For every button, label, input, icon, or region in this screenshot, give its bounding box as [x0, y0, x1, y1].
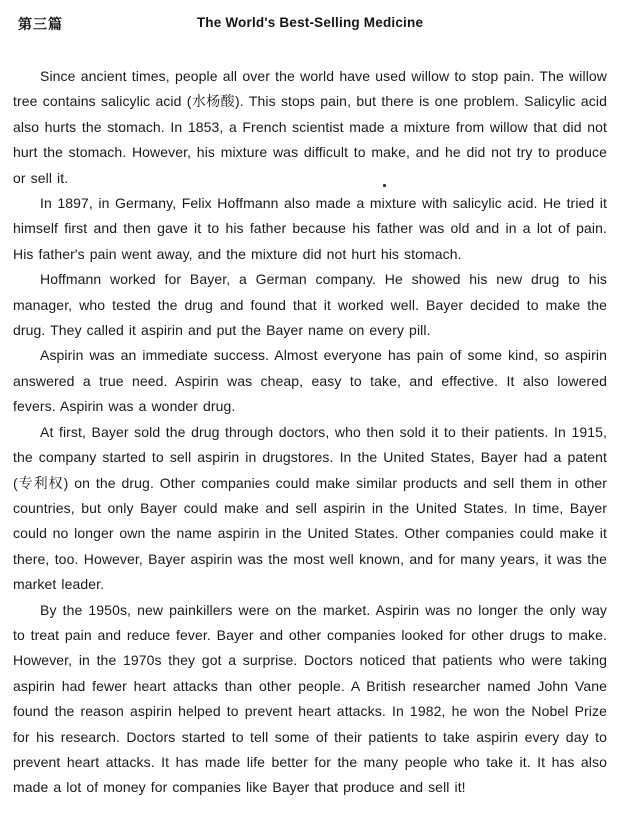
paragraph-5: At first, Bayer sold the drug through doctors, who then sold it to their patients. In 1915, the company started to sell aspirin in drugstores. In the United States, Bayer had a patent (专利权) on the drug. Other companies could make similar products and sell them in other countries, but only Bayer could make and sell aspirin in the United States. In time, Bayer could no longer own the name aspirin in the United States. Other companies could make it there, too. However, Bayer aspirin was the most well known, and for many years, it was the market leader.	[13, 423, 607, 593]
paragraph-1: Since ancient times, people all over the world have used willow to stop pain. The willow tree contains salicylic acid (水杨酸). This stops pain, but there is one problem. Salicylic acid also hurts the stomach. In 1853, a French scientist made a mixture from willow that did not hurt the stomach. However, his mixture was difficult to make, and he did not try to produce or sell it.	[13, 68, 607, 186]
scan-artifact-dot	[383, 184, 386, 187]
section-label: 第三篇	[18, 16, 63, 32]
page-title: The World's Best-Selling Medicine	[196, 15, 424, 30]
paragraph-6: By the 1950s, new painkillers were on the market. Aspirin was no longer the only way to treat pain and reduce fever. Bayer and other companies looked for other drugs to make. However, in the 1970s they got a surprise. Doctors noticed that patients who were taking aspirin had fewer heart attacks than other people. A British researcher named John Vane found the reason aspirin helped to prevent heart attacks. In 1982, he won the Nobel Prize for his research. Doctors started to tell some of their patients to take aspirin every day to prevent heart attacks. It has made life better for the many people who take it. It has also made a lot of money for companies like Bayer that produce and sell it!	[13, 601, 607, 796]
paragraph-2: In 1897, in Germany, Felix Hoffmann also made a mixture with salicylic acid. He tried it himself first and then gave it to his father because his father was old and in a lot of pain. His father's pain went away, and the mixture did not hurt his stomach.	[13, 195, 607, 262]
paragraph-3: Hoffmann worked for Bayer, a German company. He showed his new drug to his manager, who tested the drug and found that it worked well. Bayer decided to make the drug. They called it aspirin and put the Bayer name on every pill.	[13, 271, 607, 339]
document-header	[13, 14, 607, 36]
paragraph-4: Aspirin was an immediate success. Almost everyone has pain of some kind, so aspirin answered a true need. Aspirin was cheap, easy to take, and effective. It also lowered fevers. Aspirin was a wonder drug.	[13, 347, 607, 415]
article-body	[13, 64, 607, 801]
